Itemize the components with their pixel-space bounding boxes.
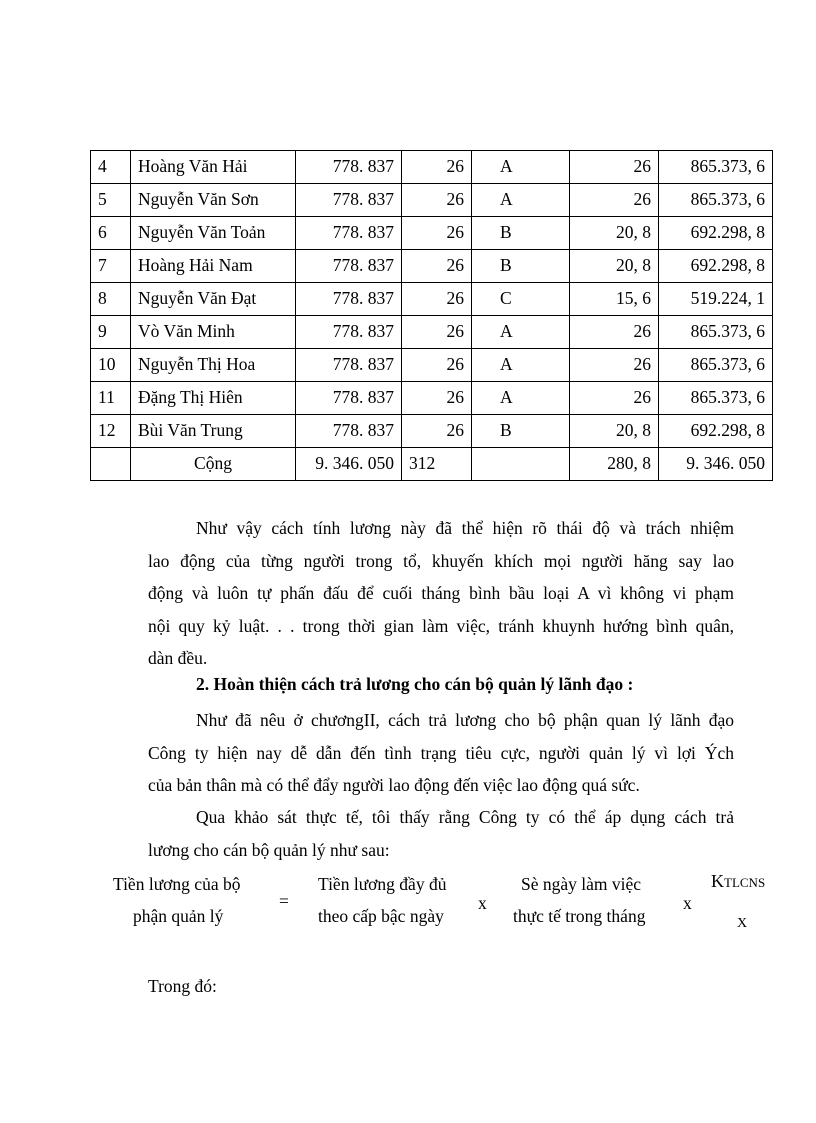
cell-total-days: 312 (402, 448, 472, 481)
formula-times-1: x (478, 893, 487, 913)
cell-work-days: 26 (402, 283, 472, 316)
cell-total-salary: 9. 346. 050 (659, 448, 773, 481)
cell-total-salary: 865.373, 6 (659, 184, 773, 217)
cell-work-days: 26 (402, 415, 472, 448)
formula-k-symbol: K (711, 871, 724, 891)
cell-grade: B (472, 217, 570, 250)
cell-base-wage: 778. 837 (296, 217, 402, 250)
cell-employee-name: Vò Văn Minh (131, 316, 296, 349)
table-row (91, 283, 773, 316)
cell-total-coefficient: 280, 8 (570, 448, 659, 481)
formula-k-below: X (737, 916, 748, 931)
cell-employee-name: Nguyễn Văn Sơn (131, 184, 296, 217)
cell-employee-name: Đặng Thị Hiên (131, 382, 296, 415)
cell-total-salary: 692.298, 8 (659, 415, 773, 448)
formula-equals: = (279, 891, 289, 911)
cell-grade: A (472, 349, 570, 382)
cell-base-wage: 778. 837 (296, 349, 402, 382)
paragraph-survey (148, 801, 734, 866)
salary-table-body (91, 151, 773, 481)
cell-total-salary: 865.373, 6 (659, 316, 773, 349)
paragraph-conclusion (148, 512, 734, 675)
cell-row-number: 12 (91, 415, 131, 448)
cell-base-wage: 778. 837 (296, 250, 402, 283)
formula-mid-line2: theo cấp bậc ngày (318, 906, 444, 926)
cell-row-number: 6 (91, 217, 131, 250)
cell-base-wage: 778. 837 (296, 184, 402, 217)
paragraph-line: Như vậy cách tính lương này đã thể hiện rõ thái độ và trách nhiệm (196, 518, 734, 538)
cell-row-number (91, 448, 131, 481)
cell-coefficient-days: 26 (570, 316, 659, 349)
cell-employee-name: Nguyễn Thị Hoa (131, 349, 296, 382)
cell-row-number: 11 (91, 382, 131, 415)
trong-do-label: Trong đó: (148, 976, 217, 996)
cell-base-wage: 778. 837 (296, 415, 402, 448)
paragraph-line: dàn đều. (148, 648, 208, 669)
cell-coefficient-days: 26 (570, 151, 659, 184)
formula-right-line1: Sè ngày làm việc (521, 874, 642, 894)
paragraph-line: động và luôn tự phấn đấu để cuối tháng bình bầu loại A vì không vi phạm (148, 583, 734, 604)
cell-total-salary: 865.373, 6 (659, 349, 773, 382)
table-total-row (91, 448, 773, 481)
formula-left-line2: phận quản lý (133, 906, 224, 926)
cell-grade: A (472, 184, 570, 217)
formula-left-line1: Tiền lương của bộ (113, 874, 241, 894)
salary-table (90, 150, 773, 481)
cell-total-salary: 865.373, 6 (659, 382, 773, 415)
cell-total-label: Cộng (131, 448, 296, 481)
formula-right-line2: thực tế trong tháng (513, 906, 646, 926)
cell-employee-name: Hoàng Văn Hải (131, 151, 296, 184)
cell-total-salary: 692.298, 8 (659, 250, 773, 283)
cell-base-wage: 778. 837 (296, 151, 402, 184)
cell-work-days: 26 (402, 250, 472, 283)
cell-coefficient-days: 26 (570, 382, 659, 415)
table-row (91, 250, 773, 283)
cell-base-wage: 778. 837 (296, 382, 402, 415)
table-row (91, 316, 773, 349)
formula-k-subscript: TLCNS (724, 875, 766, 890)
cell-employee-name: Nguyễn Văn Toản (131, 217, 296, 250)
cell-row-number: 5 (91, 184, 131, 217)
table-row (91, 382, 773, 415)
paragraph-line: Công ty hiện nay dễ dẫn đến tình trạng tiêu cực, người quản lý vì lợi Ých (148, 742, 734, 763)
cell-grade (472, 448, 570, 481)
cell-total-salary: 519.224, 1 (659, 283, 773, 316)
cell-work-days: 26 (402, 184, 472, 217)
cell-employee-name: Nguyễn Văn Đạt (131, 283, 296, 316)
cell-work-days: 26 (402, 151, 472, 184)
paragraph-line: lao động của từng người trong tổ, khuyến khích mọi người hăng say lao (148, 550, 734, 571)
cell-coefficient-days: 26 (570, 349, 659, 382)
cell-coefficient-days: 20, 8 (570, 217, 659, 250)
cell-total-wage: 9. 346. 050 (296, 448, 402, 481)
cell-row-number: 9 (91, 316, 131, 349)
cell-coefficient-days: 20, 8 (570, 250, 659, 283)
cell-work-days: 26 (402, 217, 472, 250)
cell-row-number: 7 (91, 250, 131, 283)
table-row (91, 151, 773, 184)
paragraph-line: của bản thân mà có thể đẩy người lao động đến việc lao động quá sức. (148, 775, 640, 796)
table-row (91, 217, 773, 250)
table-row (91, 184, 773, 217)
paragraph-management (148, 704, 734, 802)
paragraph-line: lương cho cán bộ quản lý như sau: (148, 839, 390, 860)
cell-work-days: 26 (402, 349, 472, 382)
cell-grade: B (472, 415, 570, 448)
cell-base-wage: 778. 837 (296, 283, 402, 316)
paragraph-line: Như đã nêu ở chươngII, cách trả lương cho bộ phận quan lý lãnh đạo (196, 710, 734, 730)
cell-row-number: 10 (91, 349, 131, 382)
cell-coefficient-days: 20, 8 (570, 415, 659, 448)
cell-coefficient-days: 15, 6 (570, 283, 659, 316)
cell-grade: B (472, 250, 570, 283)
cell-employee-name: Hoàng Hải Nam (131, 250, 296, 283)
cell-total-salary: 692.298, 8 (659, 217, 773, 250)
cell-work-days: 26 (402, 316, 472, 349)
table-row (91, 415, 773, 448)
paragraph-line: Qua khảo sát thực tế, tôi thấy rằng Công ty có thể áp dụng cách trả (196, 807, 734, 827)
cell-work-days: 26 (402, 382, 472, 415)
cell-base-wage: 778. 837 (296, 316, 402, 349)
cell-grade: C (472, 283, 570, 316)
cell-grade: A (472, 382, 570, 415)
formula-mid-line1: Tiền lương đầy đủ (318, 874, 447, 894)
table-row (91, 349, 773, 382)
formula-k-coefficient (711, 871, 765, 892)
cell-employee-name: Bùi Văn Trung (131, 415, 296, 448)
paragraph-line: nội quy kỷ luật. . . trong thời gian làm việc, tránh khuynh hướng bình quân, (148, 615, 734, 636)
cell-row-number: 8 (91, 283, 131, 316)
section-heading: 2. Hoàn thiện cách trả lương cho cán bộ quản lý lãnh đạo : (196, 674, 634, 694)
cell-total-salary: 865.373, 6 (659, 151, 773, 184)
cell-row-number: 4 (91, 151, 131, 184)
cell-grade: A (472, 151, 570, 184)
cell-coefficient-days: 26 (570, 184, 659, 217)
cell-grade: A (472, 316, 570, 349)
formula-times-2: x (683, 893, 692, 913)
